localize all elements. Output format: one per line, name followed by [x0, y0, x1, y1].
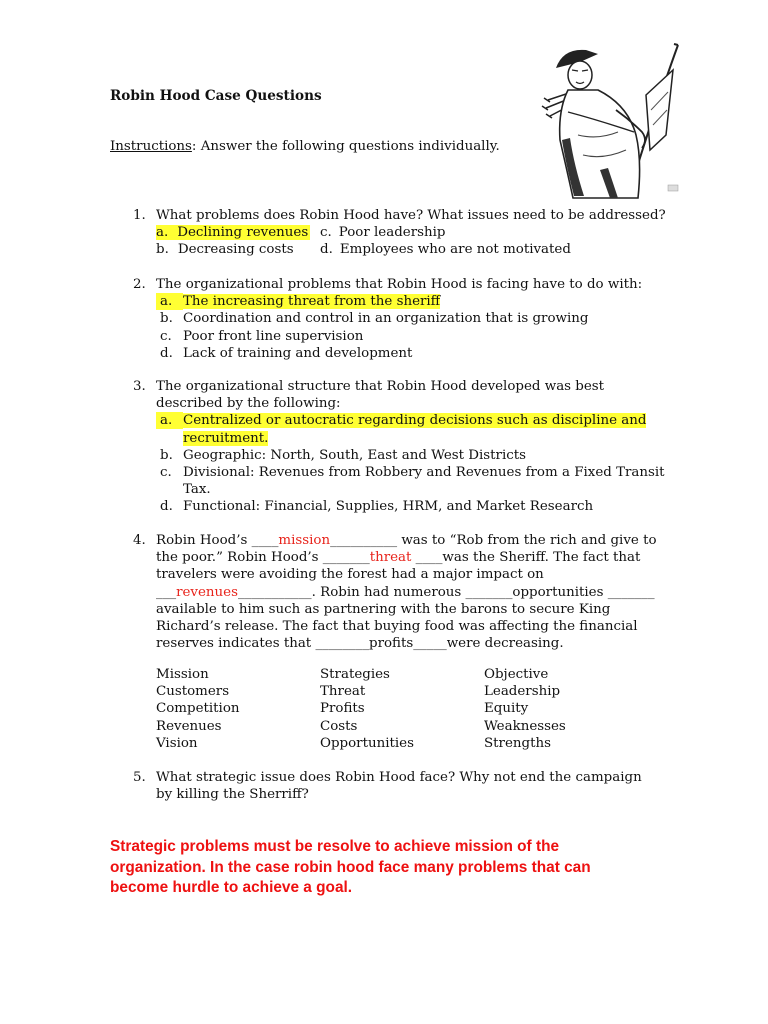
question-4-text	[156, 532, 664, 652]
word-bank-item: Leadership	[484, 684, 561, 700]
option-text: Centralized or autocratic regarding decisions such as discipline and recruitment.	[183, 413, 647, 446]
word-bank-item: Strengths	[484, 735, 551, 751]
option-text: Poor leadership	[338, 225, 446, 241]
filled-answer-mission: mission	[278, 533, 331, 548]
option-letter: d.	[160, 499, 173, 515]
question-2	[133, 276, 673, 362]
option-text: Functional: Financial, Supplies, HRM, and Market Research	[183, 499, 594, 515]
robin-hood-illustration	[538, 40, 688, 200]
word-bank-item: Strategies	[320, 667, 390, 682]
option-letter: a.	[160, 294, 173, 310]
question-text: What problems does Robin Hood have? What issues need to be addressed?	[156, 208, 666, 223]
question-number: 1.	[133, 208, 146, 223]
word-bank-item: Mission	[156, 667, 209, 682]
option-letter: a.	[156, 225, 169, 241]
option-text: Poor front line supervision	[183, 328, 364, 344]
question-text: The organizational problems that Robin Hood is facing have to do with:	[156, 277, 643, 292]
filled-answer-threat: threat	[369, 550, 412, 566]
word-bank-item: Competition	[156, 701, 240, 717]
option-letter: b.	[156, 242, 169, 258]
word-bank-column-2	[320, 666, 480, 752]
option-b	[156, 310, 673, 327]
word-bank-item: Vision	[156, 735, 198, 751]
question-text: The organizational structure that Robin Hood developed was best described by the following:	[156, 379, 605, 412]
word-bank-item: Opportunities	[320, 735, 414, 751]
question-text: What strategic issue does Robin Hood face? Why not end the campaign by killing the Sherriff?	[156, 770, 642, 803]
filled-answer-revenues: revenues	[176, 584, 238, 600]
option-letter: c.	[160, 328, 172, 344]
option-letter: b.	[160, 447, 173, 463]
option-text: Employees who are not motivated	[339, 242, 571, 258]
option-letter: b.	[160, 311, 173, 327]
question-1	[133, 207, 673, 259]
instructions-label: Instructions	[110, 139, 192, 154]
document-title: Robin Hood Case Questions	[110, 88, 322, 104]
option-letter: a.	[160, 413, 173, 429]
option-b	[156, 447, 666, 464]
option-text: Geographic: North, South, East and West Districts	[183, 447, 526, 463]
option-letter: d.	[320, 242, 333, 258]
text-segment: __________ was to “Rob from the rich and give to the poor.” Robin Hood’s _______	[156, 533, 657, 566]
option-letter: c.	[160, 465, 172, 481]
word-bank-item: Objective	[484, 667, 549, 682]
word-bank-item: Profits	[320, 701, 365, 717]
answer-text: Strategic problems must be resolve to achieve mission of the organization. In the case robin hood face many problems that can become hurdle to achieve a goal.	[110, 838, 591, 896]
option-text: The increasing threat from the sheriff	[183, 294, 441, 310]
option-d	[320, 241, 571, 258]
word-bank-column-3	[484, 666, 644, 752]
option-text: Decreasing costs	[177, 242, 294, 258]
option-c	[156, 464, 666, 498]
question-3	[133, 378, 673, 516]
question-number: 5.	[133, 770, 146, 785]
option-text: Lack of training and development	[183, 345, 413, 361]
option-text: Declining revenues	[168, 225, 310, 240]
word-bank-item: Revenues	[156, 718, 222, 734]
option-b	[156, 241, 294, 258]
word-bank-item: Customers	[156, 684, 230, 700]
option-a	[156, 412, 666, 446]
option-d	[156, 345, 673, 362]
option-a	[156, 224, 310, 241]
text-segment: ___________. Robin had numerous _______opportunities _______ available to him such as partnering with the barons to secure King Richard’s release. The fact that buying food was affecting the financial reserves indicates that ________profits_____were decreasing.	[156, 584, 655, 652]
word-bank-item: Threat	[320, 684, 366, 700]
text-segment: Robin Hood’s ____	[156, 533, 279, 548]
instructions-text: : Answer the following questions individually.	[191, 139, 500, 154]
word-bank-item: Costs	[320, 718, 358, 734]
option-letter: c.	[320, 225, 332, 241]
word-bank-column-1	[156, 666, 316, 752]
option-text: Divisional: Revenues from Robbery and Revenues from a Fixed Transit Tax.	[183, 465, 665, 498]
option-d	[156, 498, 666, 515]
question-5	[133, 769, 673, 803]
question-number: 2.	[133, 277, 146, 292]
text-segment: ____was the Sheriff. The fact that travelers were avoiding the forest had a major impact on ___	[156, 550, 641, 600]
question-number: 3.	[133, 379, 146, 394]
option-text: Coordination and control in an organization that is growing	[183, 311, 589, 327]
instructions	[110, 139, 500, 154]
word-bank-item: Equity	[484, 701, 529, 717]
option-c	[320, 224, 445, 241]
word-bank-item: Weaknesses	[484, 718, 566, 734]
option-c	[156, 328, 673, 345]
option-a	[156, 293, 673, 310]
option-letter: d.	[160, 345, 173, 361]
question-4	[133, 532, 673, 652]
question-1-options	[156, 224, 673, 258]
question-number: 4.	[133, 533, 146, 548]
